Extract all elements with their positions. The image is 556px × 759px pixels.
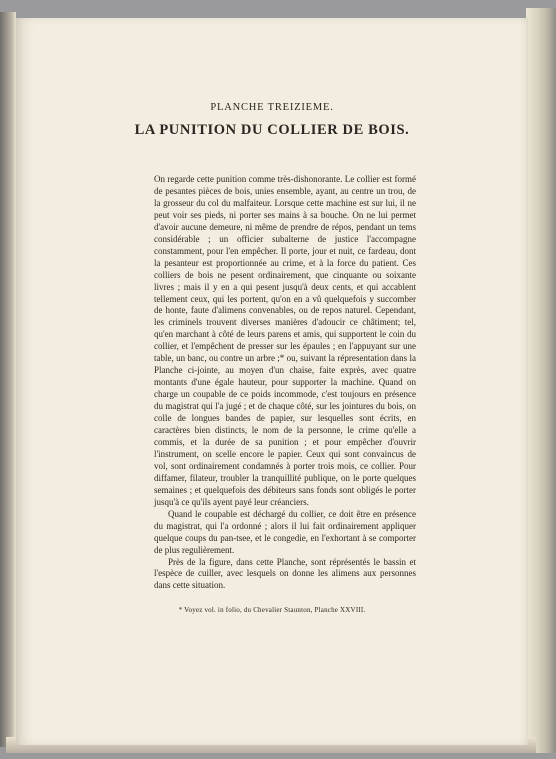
body-text [154,174,416,592]
paragraph-3: Près de la figure, dans cette Planche, sont réprésentés le bassin et l'espèce de cuiller, avec lesquels on donne les alimens aux personnes dans cette situation. [154,556,416,591]
footnote: * Voyez vol. in folio, du Chevalier Staunton, Planche XXVIII. [178,606,366,614]
page-stack-edge [526,8,556,753]
paragraph-1: On regarde cette punition comme très-dishonorante. Le collier est formé de pesantes pièces de bois, unies ensemble, ayant, au centre un trou, de la grosseur du col du malfaiteur. Lorsque cette machine est sur lui, il ne peut voir ses pieds, ni porter ses mains à sa bouche. On ne lui permet d'avoir aucune demeure, ni même de prendre de répos, pendant un tems considérable ; un officier subalterne de justice l'accompagne constamment, pour l'en empêcher. Il porte, jour et nuit, ce fardeau, dont la pesanteur est proportionnée au crime, et à la force du patient. Ces colliers de bois ne pesent ordinairement, que cinquante ou soixante livres ; mais il y en a qui pesent jusqu'à deux cents, et qui accablent tellement ceux, qui les portent, qu'on en a vû quelquefois y succomber de honte, faute d'alimens convenables, ou de repos naturel. Cependant, les criminels trouvent diverses manières d'adoucir ce châtiment; tel, qu'en marchant à côté de leurs parens et amis, qui supportent le coin du collier, et l'empêchent de presser sur les épaules ; en l'appuyant sur une table, un banc, ou contre un arbre ;* ou, suivant la répresentation dans la Planche ci-jointe, au moyen d'un chaise, faite exprès, avec quatre montants d'une égale hauteur, pour supporter la machine. Quand on charge un coupable de ce poids incommode, c'est toujours en présence du magistrat qui l'a jugé ; et de chaque côté, sur les jointures du bois, on colle de longues bandes de papier, sur lesquelles sont écrits, en caractères bien distincts, le nom de la personne, le crime qu'elle a commis, et la durée de sa punition ; et pour empêcher d'ouvrir l'instrument, on scelle encore le papier. Ceux qui sont convaincus de vol, sont ordinairement condamnés à porter trois mois, ce collier. Pour diffamer, filateur, troubler la tranquillité publique, on le porte quelques semaines ; et quelquefois des débiteurs sans fonds sont obligés le porter jusqu'à ce qu'ils ayent payé leur créanciers. [154,174,416,507]
paragraph-2: Quand le coupable est déchargé du collier, ce doit être en présence du magistrat, qui l'a ordonné ; alors il lui fait ordinairement appliquer quelque coups du pan-tsee, et le congedie, en l'exhortant à se comporter de plus regulièrement. [154,508,416,555]
book-spine-edge [0,12,16,747]
book-page [16,18,528,745]
page-title: LA PUNITION DU COLLIER DE BOIS. [134,122,410,138]
plate-heading: PLANCHE TREIZIEME. [210,102,334,113]
